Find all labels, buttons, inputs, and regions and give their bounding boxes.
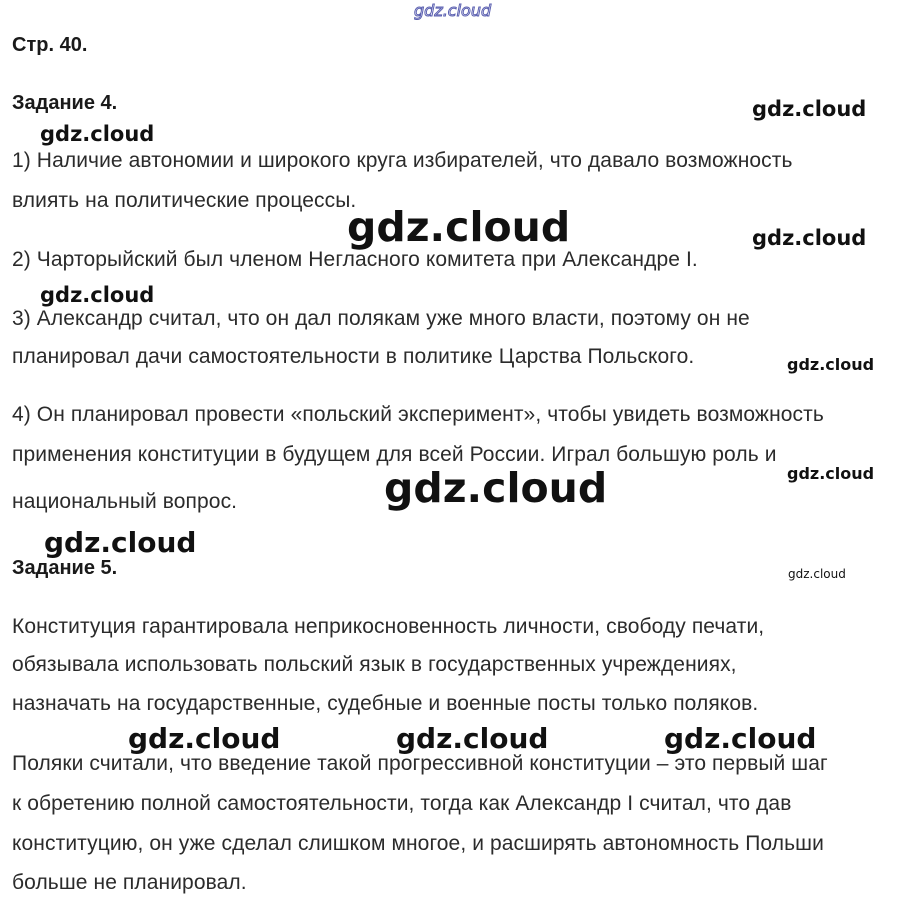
watermark: gdz.cloud [396,722,549,755]
watermark: gdz.cloud [40,283,155,307]
watermark: gdz.cloud [347,203,571,251]
task5-line-4: Поляки считали, что введение такой прогрессивной конституции – это первый шаг [12,752,828,775]
task5-heading: Задание 5. [12,557,118,579]
watermark: gdz.cloud [44,526,197,559]
watermark: gdz.cloud [787,355,875,374]
task5-line-3: назначать на государственные, судебные и военные посты только поляков. [12,692,759,715]
task5-line-5: к обретению полной самостоятельности, тогда как Александр I считал, что дав [12,792,792,815]
task4-line-8: национальный вопрос. [12,490,238,513]
watermark: gdz.cloud [752,226,867,250]
watermark: gdz.cloud [752,97,867,121]
watermark: gdz.cloud [40,122,155,146]
task4-line-1: 1) Наличие автономии и широкого круга избирателей, что давало возможность [12,149,793,172]
watermark: gdz.cloud [128,722,281,755]
task4-heading: Задание 4. [12,92,118,114]
watermark-top: gdz.cloud [414,1,492,20]
page-label: Стр. 40. [12,34,88,56]
task5-line-7: больше не планировал. [12,871,247,894]
task4-line-6: 4) Он планировал провести «польский эксперимент», чтобы увидеть возможность [12,403,824,426]
watermark: gdz.cloud [664,722,817,755]
watermark: gdz.cloud [384,464,608,512]
task4-line-2: влиять на политические процессы. [12,189,357,212]
task4-line-3: 2) Чарторыйский был членом Негласного комитета при Александре I. [12,248,698,271]
task5-line-1: Конституция гарантировала неприкосновенность личности, свободу печати, [12,615,765,638]
watermark: gdz.cloud [787,464,875,483]
task4-line-7: применения конституции в будущем для всей России. Играл большую роль и [12,443,777,466]
watermark: gdz.cloud [788,567,846,581]
task5-line-2: обязывала использовать польский язык в государственных учреждениях, [12,653,737,676]
task4-line-5: планировал дачи самостоятельности в политике Царства Польского. [12,345,695,368]
task4-line-4: 3) Александр считал, что он дал полякам уже много власти, поэтому он не [12,307,750,330]
task5-line-6: конституцию, он уже сделал слишком многое, и расширять автономность Польши [12,832,824,855]
